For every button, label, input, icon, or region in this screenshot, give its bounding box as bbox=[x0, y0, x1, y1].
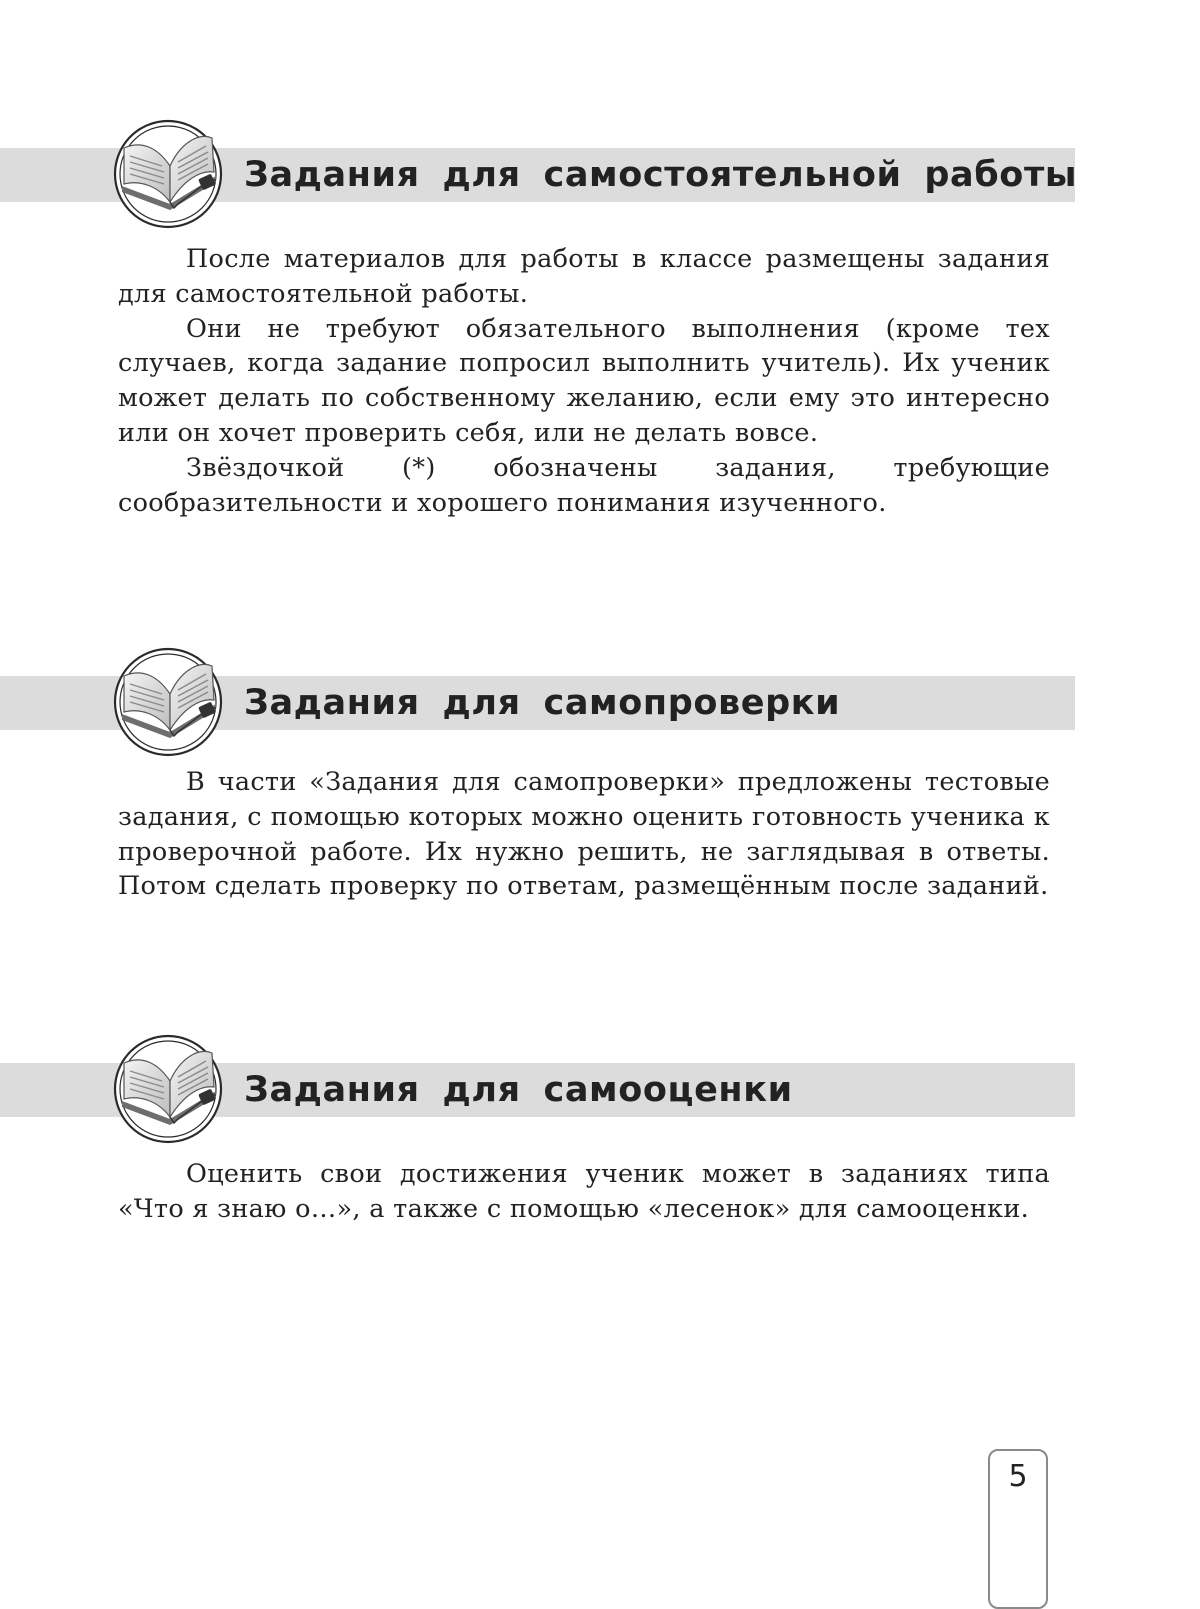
open-book-icon bbox=[112, 1033, 224, 1145]
page-number-tab bbox=[988, 1449, 1048, 1609]
paragraph: После материалов для работы в классе размещены задания для самостоятельной работы. bbox=[118, 244, 1050, 309]
paragraph: Оценить свои достижения ученик может в заданиях типа «Что я знаю о…», а также с помощью «лесенок» для самооценки. bbox=[118, 1159, 1050, 1224]
page-number: 5 bbox=[1008, 1459, 1028, 1494]
paragraph: Они не требуют обязательного выполнения (кроме тех случаев, когда задание попросил выполнить учитель). Их ученик может делать по собственному желанию, если ему это интересно или он хочет проверить себя, или не делать вовсе. bbox=[118, 313, 1050, 448]
section-title: Задания для самопроверки bbox=[244, 683, 841, 723]
section-title: Задания для самооценки bbox=[244, 1070, 793, 1110]
section-body bbox=[118, 242, 1050, 520]
paragraph: Звёздочкой (*) обозначены задания, требующие сообразительности и хорошего понимания изученного. bbox=[118, 452, 1050, 518]
section-body bbox=[118, 1157, 1050, 1227]
paragraph: В части «Задания для самопроверки» предложены тестовые задания, с помощью которых можно оценить готовность ученика к проверочной работе. Их нужно решить, не заглядывая в ответы. Потом сделать проверку по ответам, размещённым после заданий. bbox=[118, 767, 1050, 902]
section-body bbox=[118, 765, 1050, 904]
section-title: Задания для самостоятельной работы bbox=[244, 155, 1078, 195]
open-book-icon bbox=[112, 118, 224, 230]
open-book-icon bbox=[112, 646, 224, 758]
